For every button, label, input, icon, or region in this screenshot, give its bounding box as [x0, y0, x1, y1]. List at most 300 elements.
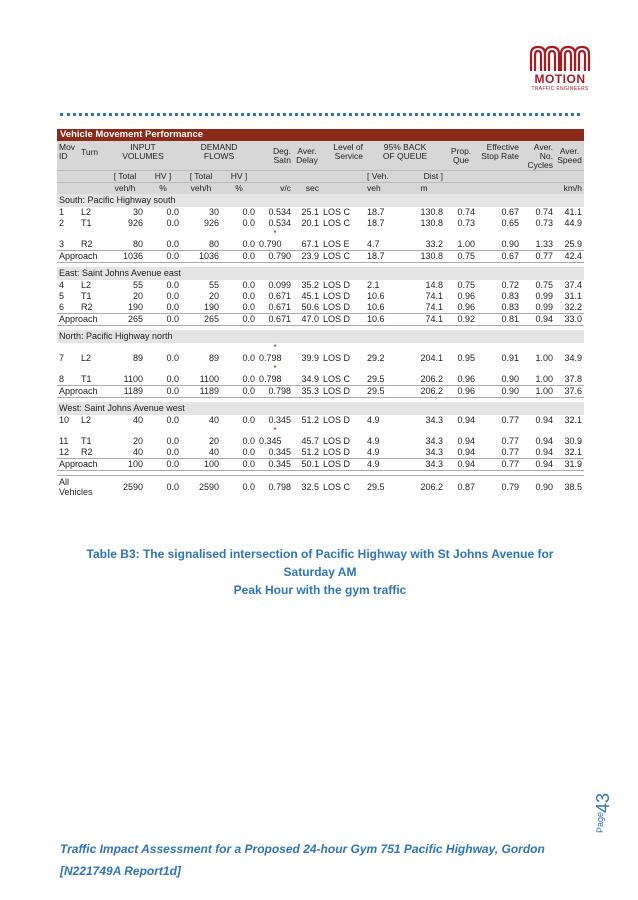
queue-dist-cell: 74.1 [403, 314, 445, 326]
cycles-cell: 1.00 [535, 353, 554, 363]
deg-satn-cell [257, 447, 293, 459]
queue-dist-cell: 74.1 [425, 302, 444, 312]
deg-satn-cell [257, 364, 293, 386]
delay-cell: 45.1 [301, 291, 320, 301]
deg-satn-value: 0.345 [259, 436, 282, 446]
cycles-cell: 1.33 [535, 239, 554, 249]
prop-que-cell: 0.94 [457, 447, 476, 457]
total-dem-cell: 20 [208, 436, 219, 446]
header-mov-id: Mov ID [57, 141, 79, 171]
deg-satn-cell [257, 426, 293, 447]
hv-dem-cell: 0.0 [242, 436, 256, 446]
table-row [57, 415, 584, 426]
critical-marker-icon: * [273, 343, 277, 352]
cycles-cell: 0.94 [535, 415, 554, 425]
footer-line-2: [N221749A Report1d] [60, 864, 181, 878]
delay-cell: 25.1 [301, 207, 320, 217]
turn-cell: L2 [81, 207, 92, 217]
total-dem-cell: 80 [208, 239, 219, 249]
stop-rate-cell: 0.67 [501, 207, 520, 217]
delay-cell: 35.3 [293, 386, 321, 398]
mov-id-cell: 7 [59, 353, 65, 363]
table-row [57, 302, 584, 314]
turn-cell: R2 [81, 239, 93, 249]
stop-rate-cell: 0.77 [501, 436, 520, 446]
deg-satn-cell [257, 229, 293, 251]
unit-vc: v/c [257, 183, 293, 195]
header-total-in: [ Total [105, 171, 145, 183]
queue-veh-cell: 2.1 [367, 280, 380, 290]
critical-marker-icon: * [273, 426, 277, 435]
speed-cell: 32.1 [564, 415, 583, 425]
turn-cell: R2 [81, 302, 93, 312]
deg-satn-cell [257, 280, 293, 291]
queue-veh-cell: 18.7 [367, 218, 385, 228]
total-in-cell: 55 [132, 280, 143, 290]
all-vehicles-label [57, 476, 105, 499]
unit-vehh-in: veh/h [105, 183, 145, 195]
approach-row [57, 314, 584, 326]
critical-marker-icon: * [273, 229, 277, 238]
cycles-cell: 0.77 [521, 251, 555, 263]
deg-satn-cell: 0.798 [257, 386, 293, 398]
hv-dem-cell: 0.0 [242, 374, 256, 384]
queue-dist-cell: 34.3 [425, 415, 444, 425]
prop-que-cell: 0.96 [457, 302, 476, 312]
table-row [57, 207, 584, 218]
queue-veh-cell: 10.6 [367, 291, 385, 301]
approach-label: Approach [57, 314, 105, 326]
table-row [57, 343, 584, 364]
deg-satn-value: 0.534 [268, 207, 292, 217]
stop-rate-cell: 0.90 [501, 239, 520, 249]
header-aver-delay: Aver. Delay [293, 141, 321, 171]
los-cell: LOS D [323, 415, 351, 425]
hv-dem-cell: 0.0 [242, 415, 256, 425]
prop-que-cell: 0.92 [445, 314, 477, 326]
total-dem-cell: 100 [181, 459, 221, 471]
total-dem-cell: 20 [208, 291, 219, 301]
hv-dem-cell: 0.0 [242, 353, 256, 363]
queue-dist-cell: 33.2 [425, 239, 444, 249]
queue-veh-cell: 4.9 [367, 447, 380, 457]
queue-veh-cell: 29.5 [365, 386, 403, 398]
all-vehicles-label-1: All [59, 477, 70, 487]
total-in-cell: 30 [132, 207, 143, 217]
total-dem-cell: 1189 [181, 386, 221, 398]
total-in-cell: 80 [132, 239, 143, 249]
cycles-cell: 0.94 [521, 314, 555, 326]
hv-dem-cell: 0.0 [221, 386, 257, 398]
speed-cell: 41.1 [564, 207, 583, 217]
header-units-row [57, 183, 584, 195]
delay-cell: 23.9 [293, 251, 321, 263]
los-cell: LOS D [323, 280, 351, 290]
cycles-cell: 0.94 [521, 459, 555, 471]
delay-cell: 45.7 [301, 436, 320, 446]
speed-cell: 31.1 [564, 291, 583, 301]
prop-que-cell: 0.94 [457, 415, 476, 425]
deg-satn-cell: 0.798 [257, 476, 293, 499]
hv-in-cell: 0.0 [166, 280, 179, 290]
speed-cell: 32.1 [564, 447, 583, 457]
queue-veh-cell: 4.7 [367, 239, 380, 249]
cycles-cell: 0.99 [535, 291, 554, 301]
header-dist: Dist ] [403, 171, 445, 183]
header-hv-dem: HV ] [221, 171, 257, 183]
total-dem-cell: 265 [181, 314, 221, 326]
total-in-cell: 89 [132, 353, 143, 363]
total-dem-cell: 2590 [181, 476, 221, 499]
deg-satn-value: 0.345 [268, 415, 292, 425]
hv-in-cell: 0.0 [166, 239, 179, 249]
hv-dem-cell: 0.0 [221, 476, 257, 499]
stop-rate-cell: 0.90 [501, 374, 520, 384]
deg-satn-value: 0.345 [268, 447, 292, 457]
table-row [57, 218, 584, 229]
hv-dem-cell: 0.0 [242, 291, 256, 301]
los-cell: LOS C [323, 218, 351, 228]
approach-row [57, 459, 584, 471]
header-aver-no-cycles: Aver. No. Cycles [521, 141, 555, 171]
stop-rate-cell: 0.67 [477, 251, 521, 263]
motion-logo-mark-icon [527, 44, 593, 72]
total-in-cell: 2590 [105, 476, 145, 499]
unit-vehh-dem: veh/h [181, 183, 221, 195]
cycles-cell: 1.00 [521, 386, 555, 398]
unit-sec: sec [293, 183, 321, 195]
los-cell: LOS C [323, 374, 351, 384]
delay-cell: 67.1 [301, 239, 320, 249]
section-header-row [57, 402, 584, 415]
los-cell: LOS D [323, 302, 351, 312]
queue-veh-cell: 10.6 [367, 302, 385, 312]
hv-in-cell: 0.0 [166, 436, 179, 446]
header-row [57, 141, 584, 171]
hv-in-cell: 0.0 [145, 386, 181, 398]
mov-id-cell: 5 [59, 291, 65, 301]
deg-satn-cell [257, 302, 293, 314]
stop-rate-cell: 0.81 [477, 314, 521, 326]
turn-cell: L2 [81, 280, 92, 290]
approach-label: Approach [57, 251, 105, 263]
los-cell: LOS D [323, 447, 351, 457]
hv-dem-cell: 0.0 [242, 280, 256, 290]
queue-veh-cell: 10.6 [365, 314, 403, 326]
hv-in-cell: 0.0 [166, 374, 179, 384]
total-in-cell: 40 [132, 415, 143, 425]
los-cell: LOS D [321, 386, 365, 398]
header-deg-satn: Deg. Satn [257, 141, 293, 171]
stop-rate-cell: 0.83 [501, 291, 520, 301]
unit-pct-in: % [145, 183, 181, 195]
speed-cell: 25.9 [564, 239, 583, 249]
los-cell: LOS D [323, 291, 351, 301]
queue-dist-cell: 206.2 [403, 386, 445, 398]
approach-row [57, 251, 584, 263]
stop-rate-cell: 0.65 [501, 218, 520, 228]
mov-id-cell: 2 [59, 218, 65, 228]
hv-dem-cell: 0.0 [242, 207, 256, 217]
unit-m: m [403, 183, 445, 195]
deg-satn-cell [257, 415, 293, 426]
hv-dem-cell: 0.0 [221, 459, 257, 471]
hv-dem-cell: 0.0 [221, 251, 257, 263]
total-dem-cell: 40 [208, 447, 219, 457]
deg-satn-cell: 0.345 [257, 459, 293, 471]
header-aver-speed: Aver. Speed [555, 141, 584, 171]
header-input-volumes: INPUT VOLUMES [105, 141, 181, 171]
speed-cell: 31.9 [555, 459, 584, 471]
section-header-row [57, 194, 584, 207]
turn-cell: T1 [81, 436, 92, 446]
deg-satn-value: 0.798 [259, 353, 282, 363]
turn-cell: L2 [81, 415, 92, 425]
mov-id-cell: 12 [59, 447, 70, 457]
table-title: Vehicle Movement Performance [57, 129, 584, 141]
total-in-cell: 1100 [123, 374, 143, 384]
all-vehicles-row [57, 476, 584, 499]
critical-marker-icon: * [273, 364, 277, 373]
total-in-cell: 926 [127, 218, 143, 228]
queue-dist-cell: 130.8 [420, 218, 444, 228]
footer-line-1: Traffic Impact Assessment for a Proposed 24-hour Gym 751 Pacific Highway, Gordon [60, 842, 545, 856]
queue-veh-cell: 4.9 [367, 436, 380, 446]
section-name: South: Pacific Highway south [57, 194, 584, 207]
total-dem-cell: 926 [203, 218, 219, 228]
queue-dist-cell: 34.3 [403, 459, 445, 471]
approach-row [57, 386, 584, 398]
turn-cell: T1 [81, 291, 92, 301]
approach-label: Approach [57, 459, 105, 471]
speed-cell: 38.5 [555, 476, 584, 499]
header-back-of-queue: 95% BACK OF QUEUE [365, 141, 445, 171]
stop-rate-cell: 0.72 [501, 280, 520, 290]
header-hv-in: HV ] [145, 171, 181, 183]
queue-dist-cell: 130.8 [420, 207, 444, 217]
turn-cell: R2 [81, 447, 93, 457]
total-in-cell: 40 [132, 447, 143, 457]
speed-cell: 37.4 [564, 280, 583, 290]
section-name: West: Saint Johns Avenue west [57, 402, 584, 415]
caption-line-1: Table B3: The signalised intersection of Pacific Highway with St Johns Avenue for Saturday AM [86, 547, 554, 579]
queue-dist-cell: 206.2 [403, 476, 445, 499]
queue-dist-cell: 14.8 [425, 280, 444, 290]
queue-veh-cell: 4.9 [367, 415, 380, 425]
hv-in-cell: 0.0 [145, 459, 181, 471]
total-dem-cell: 30 [208, 207, 219, 217]
delay-cell: 47.0 [293, 314, 321, 326]
mov-id-cell: 11 [59, 436, 69, 446]
logo-subtitle: TRAFFIC ENGINEERS [531, 86, 589, 92]
delay-cell: 32.5 [293, 476, 321, 499]
table-row [57, 280, 584, 291]
prop-que-cell: 0.73 [457, 218, 476, 228]
cycles-cell: 1.00 [535, 374, 554, 384]
prop-que-cell: 0.95 [457, 353, 476, 363]
unit-kmh: km/h [555, 183, 584, 195]
queue-veh-cell: 29.2 [367, 353, 385, 363]
table-row [57, 229, 584, 251]
stop-rate-cell: 0.91 [501, 353, 520, 363]
cycles-cell: 0.94 [535, 436, 554, 446]
section-name: East: Saint Johns Avenue east [57, 267, 584, 280]
speed-cell: 44.9 [564, 218, 583, 228]
cycles-cell: 0.75 [535, 280, 554, 290]
deg-satn-cell [257, 343, 293, 364]
dotted-divider [60, 113, 580, 116]
mov-id-cell: 10 [59, 415, 70, 425]
hv-in-cell: 0.0 [166, 447, 179, 457]
hv-in-cell: 0.0 [166, 353, 179, 363]
stop-rate-cell: 0.77 [477, 459, 521, 471]
deg-satn-value: 0.671 [268, 291, 292, 301]
deg-satn-value: 0.671 [268, 302, 292, 312]
deg-satn-cell [257, 291, 293, 302]
turn-cell: T1 [81, 218, 92, 228]
speed-cell: 33.0 [555, 314, 584, 326]
delay-cell: 50.6 [301, 302, 320, 312]
total-in-cell: 20 [132, 436, 143, 446]
hv-dem-cell: 0.0 [242, 218, 256, 228]
header-turn: Turn [79, 141, 105, 171]
deg-satn-cell: 0.671 [257, 314, 293, 326]
hv-dem-cell: 0.0 [242, 447, 256, 457]
los-cell: LOS D [321, 314, 365, 326]
mov-id-cell: 3 [59, 239, 65, 249]
prop-que-cell: 0.75 [445, 251, 477, 263]
hv-in-cell: 0.0 [166, 218, 179, 228]
queue-dist-cell: 34.3 [425, 436, 444, 446]
header-prop-que: Prop. Que [445, 141, 477, 171]
hv-in-cell: 0.0 [145, 476, 181, 499]
speed-cell: 34.9 [564, 353, 583, 363]
los-cell: LOS C [321, 476, 365, 499]
deg-satn-cell [257, 207, 293, 218]
table-row [57, 291, 584, 302]
cycles-cell: 0.73 [535, 218, 554, 228]
los-cell: LOS D [323, 436, 351, 446]
delay-cell: 50.1 [293, 459, 321, 471]
total-dem-cell: 1036 [181, 251, 221, 263]
prop-que-cell: 0.96 [457, 291, 476, 301]
deg-satn-value: 0.790 [259, 239, 282, 249]
queue-dist-cell: 204.1 [420, 353, 444, 363]
section-header-row [57, 330, 584, 343]
header-total-dem: [ Total [181, 171, 221, 183]
table-caption [60, 545, 580, 599]
delay-cell: 51.2 [301, 415, 320, 425]
section-header-row [57, 267, 584, 280]
header-level-of-service: Level of Service [321, 141, 365, 171]
total-in-cell: 265 [105, 314, 145, 326]
los-cell: LOS C [321, 251, 365, 263]
speed-cell: 30.9 [564, 436, 583, 446]
delay-cell: 39.9 [301, 353, 320, 363]
caption-line-2: Peak Hour with the gym traffic [233, 583, 407, 597]
mov-id-cell: 6 [59, 302, 65, 312]
mov-id-cell: 4 [59, 280, 65, 290]
page-footer [60, 838, 600, 882]
queue-veh-cell: 18.7 [367, 207, 385, 217]
queue-dist-cell: 74.1 [425, 291, 444, 301]
prop-que-cell: 0.74 [457, 207, 476, 217]
speed-cell: 42.4 [555, 251, 584, 263]
total-dem-cell: 40 [208, 415, 219, 425]
section-name: North: Pacific Highway north [57, 330, 584, 343]
cycles-cell: 0.99 [535, 302, 554, 312]
table-body [57, 194, 584, 498]
stop-rate-cell: 0.83 [501, 302, 520, 312]
header-veh: [ Veh. [365, 171, 403, 183]
cycles-cell: 0.74 [535, 207, 554, 217]
unit-veh: veh [365, 183, 403, 195]
hv-in-cell: 0.0 [166, 415, 179, 425]
header-effective-stop-rate: Effective Stop Rate [477, 141, 521, 171]
page-prefix: Page [595, 811, 605, 833]
total-in-cell: 100 [105, 459, 145, 471]
prop-que-cell: 0.94 [457, 436, 476, 446]
mov-id-cell: 1 [59, 207, 65, 217]
hv-in-cell: 0.0 [166, 302, 179, 312]
hv-dem-cell: 0.0 [242, 302, 256, 312]
table-row [57, 364, 584, 386]
speed-cell: 32.2 [564, 302, 583, 312]
deg-satn-value: 0.798 [259, 374, 282, 384]
speed-cell: 37.6 [555, 386, 584, 398]
prop-que-cell: 1.00 [457, 239, 476, 249]
queue-veh-cell: 29.5 [365, 476, 403, 499]
header-demand-flows: DEMAND FLOWS [181, 141, 257, 171]
speed-cell: 37.8 [564, 374, 583, 384]
header-subrow [57, 171, 584, 183]
prop-que-cell: 0.96 [445, 386, 477, 398]
total-dem-cell: 55 [208, 280, 219, 290]
prop-que-cell: 0.96 [457, 374, 476, 384]
hv-dem-cell: 0.0 [221, 314, 257, 326]
page-number [595, 785, 615, 840]
deg-satn-cell: 0.790 [257, 251, 293, 263]
hv-in-cell: 0.0 [145, 251, 181, 263]
approach-label: Approach [57, 386, 105, 398]
cycles-cell: 0.94 [535, 447, 554, 457]
queue-veh-cell: 18.7 [365, 251, 403, 263]
all-vehicles-label-2: Vehicles [59, 487, 93, 497]
mov-id-cell: 8 [59, 374, 65, 384]
queue-veh-cell: 4.9 [365, 459, 403, 471]
deg-satn-value: 0.534 [268, 218, 292, 228]
deg-satn-value: 0.099 [268, 280, 292, 290]
page-number-value: 43 [593, 792, 613, 813]
total-in-cell: 190 [127, 302, 143, 312]
delay-cell: 51.2 [301, 447, 320, 457]
table-row [57, 426, 584, 447]
total-dem-cell: 89 [208, 353, 219, 363]
total-in-cell: 20 [132, 291, 143, 301]
prop-que-cell: 0.94 [445, 459, 477, 471]
delay-cell: 20.1 [301, 218, 320, 228]
hv-in-cell: 0.0 [145, 314, 181, 326]
stop-rate-cell: 0.77 [501, 447, 520, 457]
delay-cell: 35.2 [301, 280, 320, 290]
queue-dist-cell: 206.2 [420, 374, 444, 384]
performance-table [57, 141, 584, 498]
queue-dist-cell: 130.8 [403, 251, 445, 263]
total-dem-cell: 190 [203, 302, 219, 312]
prop-que-cell: 0.75 [457, 280, 476, 290]
delay-cell: 34.9 [301, 374, 320, 384]
los-cell: LOS C [323, 207, 351, 217]
